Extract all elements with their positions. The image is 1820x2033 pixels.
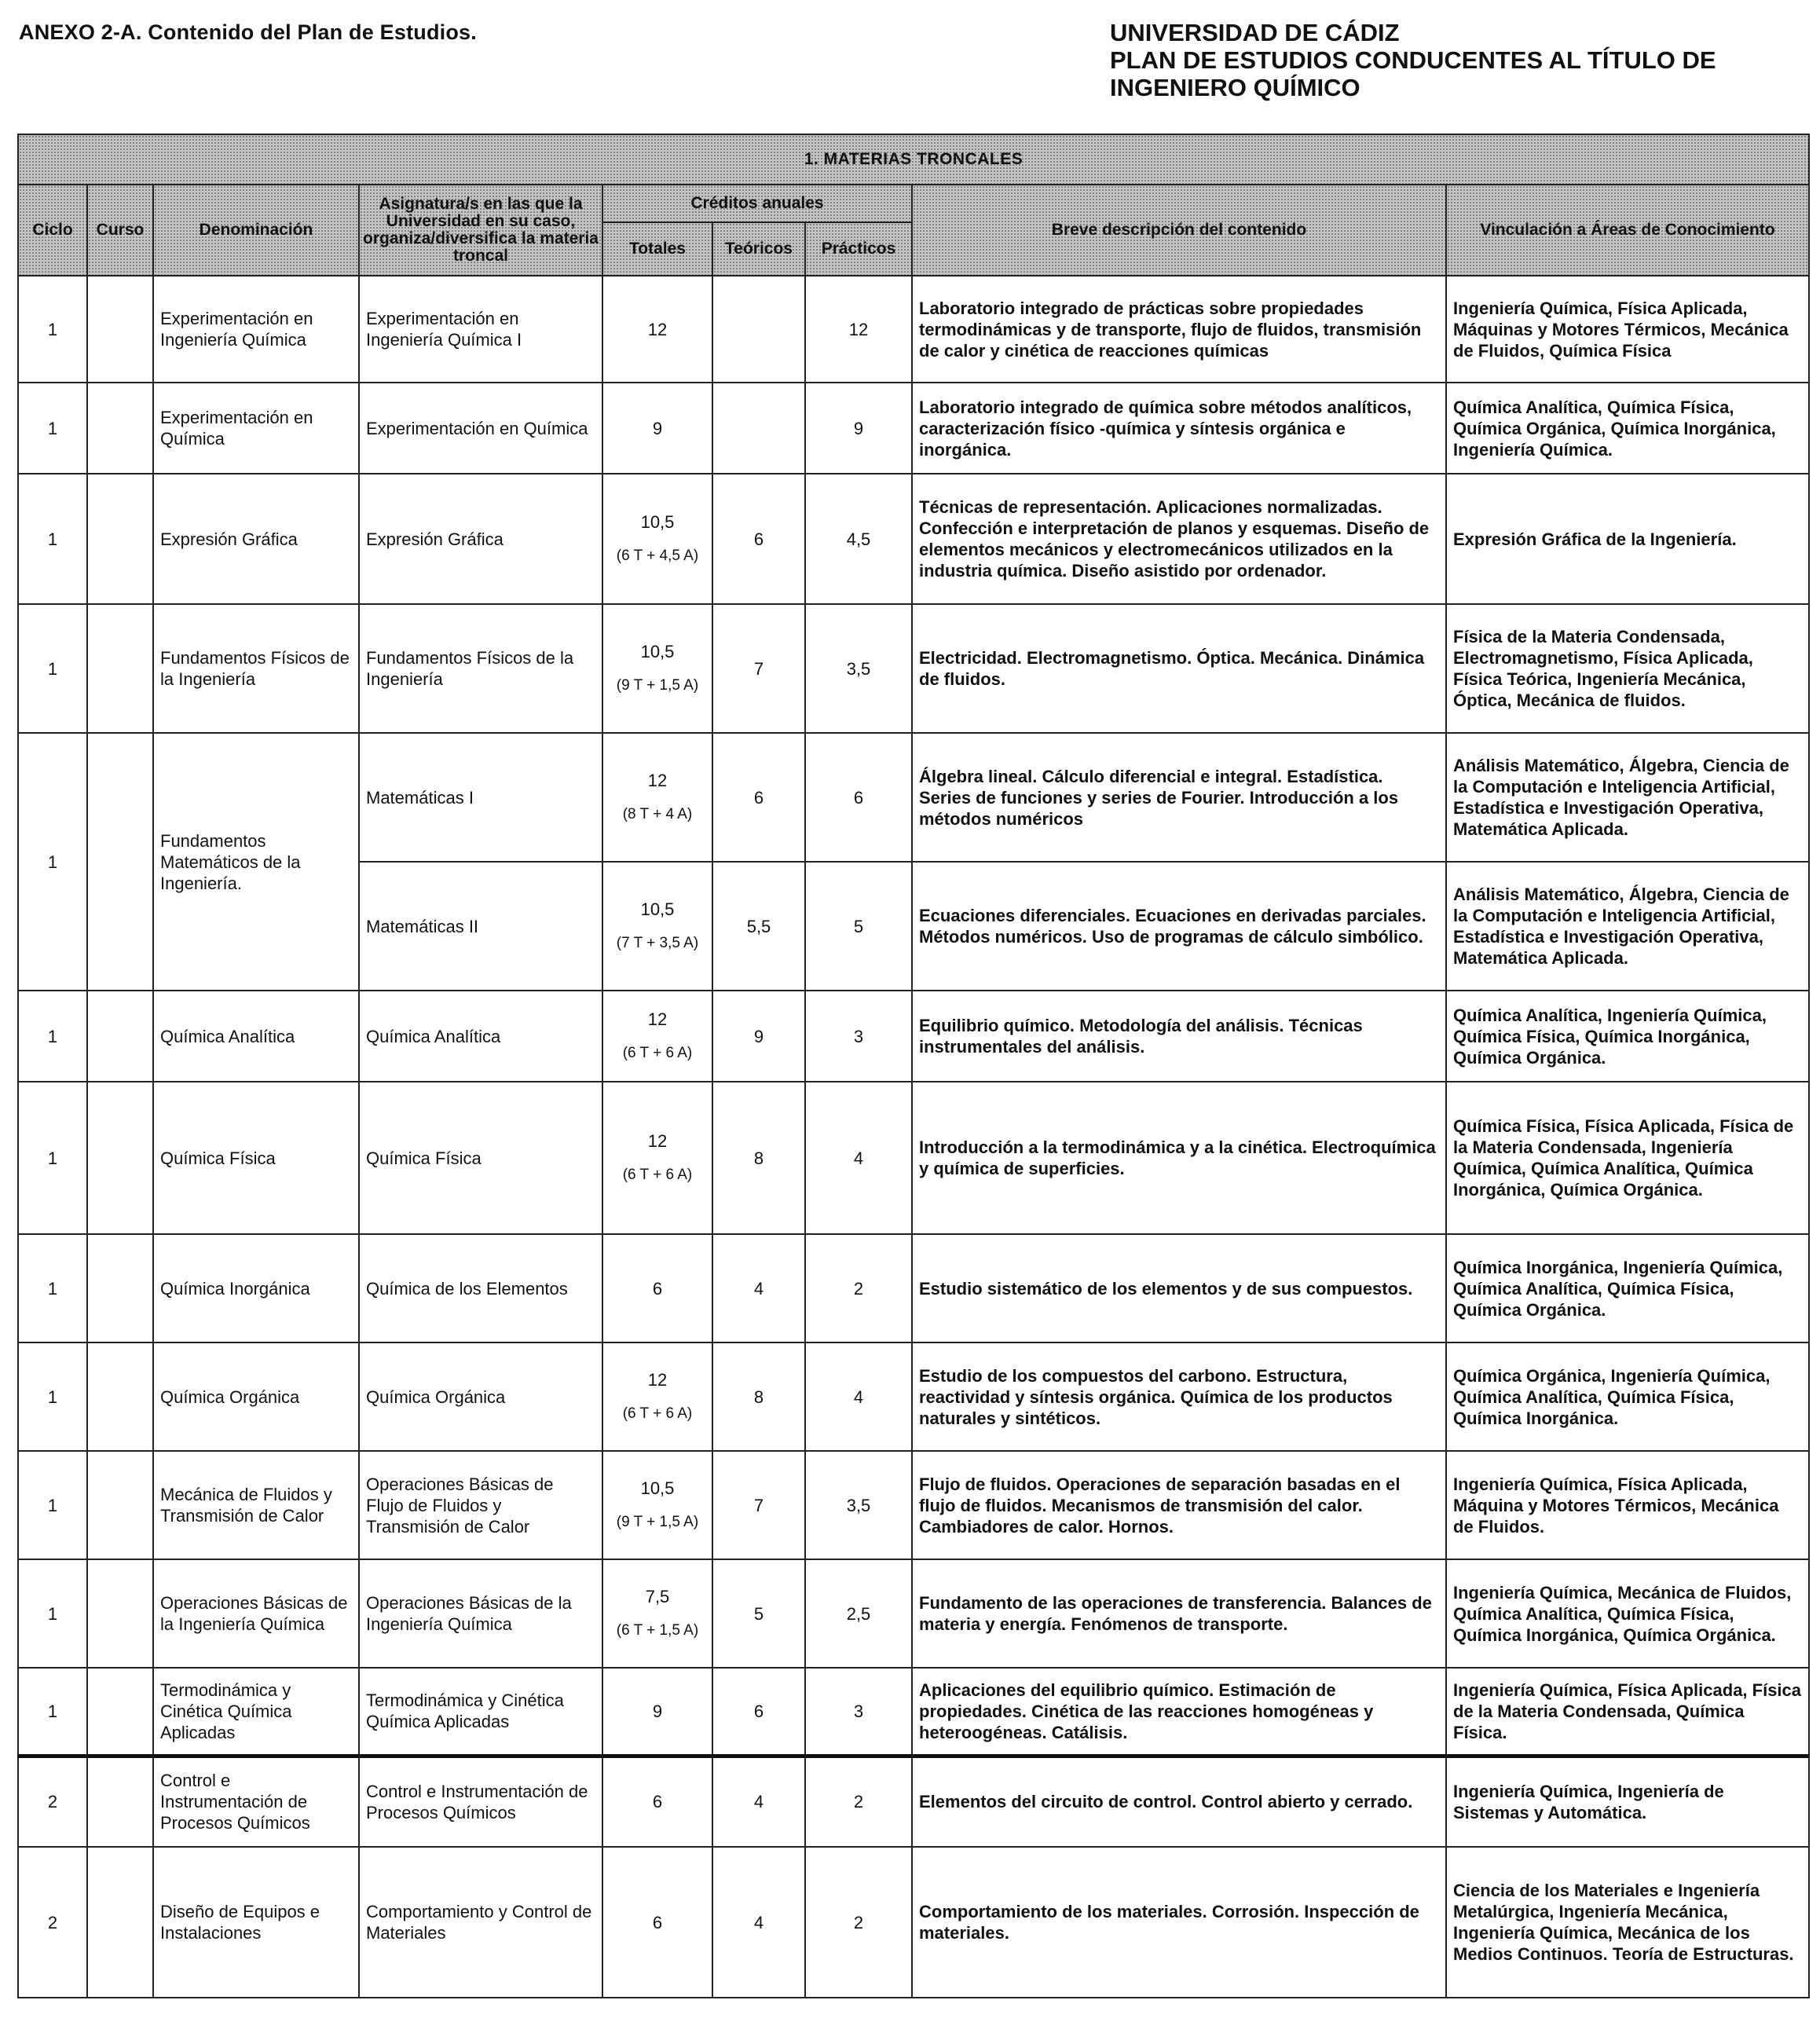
cell-descripcion: Técnicas de representación. Aplicaciones normalizadas. Confección e interpretación de planos y esquemas. Diseño de elementos mecánicos y electromecánicos utilizados en la industria química. Diseño asistido por ordenador. bbox=[912, 474, 1446, 604]
cell-totales bbox=[602, 991, 712, 1082]
cell-ciclo: 2 bbox=[18, 1847, 87, 1998]
cell-curso bbox=[87, 1668, 153, 1756]
cell-curso bbox=[87, 1451, 153, 1559]
cell-areas: Ingeniería Química, Física Aplicada, Física de la Materia Condensada, Química Física. bbox=[1446, 1668, 1809, 1756]
plan-title-line-2: INGENIERO QUÍMICO bbox=[1110, 74, 1360, 101]
cell-totales bbox=[602, 474, 712, 604]
col-header-totales: Totales bbox=[602, 222, 712, 276]
cell-asignatura: Experimentación en Química bbox=[359, 383, 602, 474]
col-header-asignaturas: Asignatura/s en las que la Universidad en su caso, organiza/diversifica la materia troncal bbox=[359, 185, 602, 276]
col-header-creditos: Créditos anuales bbox=[602, 185, 912, 222]
cell-ciclo: 1 bbox=[18, 991, 87, 1082]
cell-denominacion: Experimentación en Ingeniería Química bbox=[153, 276, 359, 383]
cell-areas: Química Analítica, Química Física, Química Orgánica, Química Inorgánica, Ingeniería Química. bbox=[1446, 383, 1809, 474]
cell-asignatura: Química Física bbox=[359, 1082, 602, 1234]
cell-teoricos: 9 bbox=[712, 991, 805, 1082]
cell-asignatura: Matemáticas I bbox=[359, 733, 602, 862]
cell-asignatura: Control e Instrumentación de Procesos Químicos bbox=[359, 1756, 602, 1847]
col-header-vinculacion: Vinculación a Áreas de Conocimiento bbox=[1446, 185, 1809, 276]
cell-descripcion: Equilibrio químico. Metodología del análisis. Técnicas instrumentales del análisis. bbox=[912, 991, 1446, 1082]
cell-ciclo: 1 bbox=[18, 1234, 87, 1343]
cell-denominacion: Operaciones Básicas de la Ingeniería Química bbox=[153, 1559, 359, 1668]
cell-descripcion: Flujo de fluidos. Operaciones de separación basadas en el flujo de fluidos. Mecanismos de transmisión del calor. Cambiadores de calor. Hornos. bbox=[912, 1451, 1446, 1559]
cell-practicos: 2 bbox=[805, 1234, 912, 1343]
totales-value: 9 bbox=[652, 1701, 663, 1721]
col-header-practicos: Prácticos bbox=[805, 222, 912, 276]
cell-practicos: 4 bbox=[805, 1082, 912, 1234]
cell-teoricos: 4 bbox=[712, 1234, 805, 1343]
totales-value: 7,5 bbox=[645, 1587, 670, 1606]
cell-descripcion: Álgebra lineal. Cálculo diferencial e integral. Estadística. Series de funciones y series de Fourier. Introducción a los métodos numéricos bbox=[912, 733, 1446, 862]
cell-practicos: 5 bbox=[805, 862, 912, 991]
cell-teoricos bbox=[712, 276, 805, 383]
cell-asignatura: Química Orgánica bbox=[359, 1343, 602, 1451]
cell-asignatura: Operaciones Básicas de Flujo de Fluidos y Transmisión de Calor bbox=[359, 1451, 602, 1559]
cell-curso bbox=[87, 991, 153, 1082]
cell-totales bbox=[602, 1451, 712, 1559]
cell-practicos: 4,5 bbox=[805, 474, 912, 604]
cell-practicos: 3 bbox=[805, 1668, 912, 1756]
table-row bbox=[18, 1451, 1809, 1559]
cell-asignatura: Experimentación en Ingeniería Química I bbox=[359, 276, 602, 383]
table-row bbox=[18, 1234, 1809, 1343]
cell-practicos: 2,5 bbox=[805, 1559, 912, 1668]
totales-breakdown: (6 T + 4,5 A) bbox=[616, 548, 699, 564]
cell-teoricos: 6 bbox=[712, 733, 805, 862]
cell-teoricos: 5,5 bbox=[712, 862, 805, 991]
cell-descripcion: Electricidad. Electromagnetismo. Óptica. Mecánica. Dinámica de fluidos. bbox=[912, 604, 1446, 733]
cell-areas: Química Analítica, Ingeniería Química, Química Física, Química Inorgánica, Química Orgánica. bbox=[1446, 991, 1809, 1082]
table-row bbox=[18, 1082, 1809, 1234]
table-row bbox=[18, 1559, 1809, 1668]
cell-descripcion: Laboratorio integrado de prácticas sobre propiedades termodinámicas y de transporte, flujo de fluidos, transmisión de calor y cinética de reacciones químicas bbox=[912, 276, 1446, 383]
table-row bbox=[18, 1847, 1809, 1998]
cell-ciclo: 1 bbox=[18, 1559, 87, 1668]
table-row bbox=[18, 474, 1809, 604]
cell-totales bbox=[602, 1668, 712, 1756]
cell-areas: Física de la Materia Condensada, Electromagnetismo, Física Aplicada, Física Teórica, Ingeniería Mecánica, Óptica, Mecánica de fluidos. bbox=[1446, 604, 1809, 733]
cell-descripcion: Aplicaciones del equilibrio químico. Estimación de propiedades. Cinética de las reacciones homogéneas y heteroogéneas. Catálisis. bbox=[912, 1668, 1446, 1756]
cell-curso bbox=[87, 1234, 153, 1343]
cell-areas: Ingeniería Química, Ingeniería de Sistemas y Automática. bbox=[1446, 1756, 1809, 1847]
cell-totales bbox=[602, 1756, 712, 1847]
totales-value: 6 bbox=[652, 1792, 663, 1812]
cell-curso bbox=[87, 1847, 153, 1998]
table-row bbox=[18, 1756, 1809, 1847]
cell-practicos: 9 bbox=[805, 383, 912, 474]
cell-denominacion: Diseño de Equipos e Instalaciones bbox=[153, 1847, 359, 1998]
col-header-descripcion: Breve descripción del contenido bbox=[912, 185, 1446, 276]
table-row bbox=[18, 276, 1809, 383]
cell-curso bbox=[87, 276, 153, 383]
col-header-curso: Curso bbox=[87, 185, 153, 276]
totales-value: 12 bbox=[647, 771, 668, 790]
cell-curso bbox=[87, 383, 153, 474]
plan-title-line-1: PLAN DE ESTUDIOS CONDUCENTES AL TÍTULO DE bbox=[1110, 46, 1716, 74]
cell-asignatura: Química Analítica bbox=[359, 991, 602, 1082]
cell-totales bbox=[602, 604, 712, 733]
annex-title: ANEXO 2-A. Contenido del Plan de Estudios. bbox=[19, 20, 477, 44]
cell-denominacion: Expresión Gráfica bbox=[153, 474, 359, 604]
cell-practicos: 2 bbox=[805, 1847, 912, 1998]
cell-asignatura: Operaciones Básicas de la Ingeniería Química bbox=[359, 1559, 602, 1668]
cell-descripcion: Comportamiento de los materiales. Corrosión. Inspección de materiales. bbox=[912, 1847, 1446, 1998]
cell-practicos: 2 bbox=[805, 1756, 912, 1847]
cell-areas: Química Inorgánica, Ingeniería Química, Química Analítica, Química Física, Química Orgánica. bbox=[1446, 1234, 1809, 1343]
totales-value: 10,5 bbox=[640, 642, 675, 661]
table-row bbox=[18, 1668, 1809, 1756]
cell-practicos: 3,5 bbox=[805, 604, 912, 733]
cell-descripcion: Introducción a la termodinámica y a la cinética. Electroquímica y química de superficies. bbox=[912, 1082, 1446, 1234]
cell-denominacion: Fundamentos Matemáticos de la Ingeniería. bbox=[153, 733, 359, 991]
cell-totales bbox=[602, 383, 712, 474]
table-row bbox=[18, 604, 1809, 733]
cell-ciclo: 1 bbox=[18, 276, 87, 383]
cell-areas: Ingeniería Química, Mecánica de Fluidos, Química Analítica, Química Física, Química Inorgánica, Química Orgánica. bbox=[1446, 1559, 1809, 1668]
cell-descripcion: Fundamento de las operaciones de transferencia. Balances de materia y energía. Fenómenos de transporte. bbox=[912, 1559, 1446, 1668]
cell-practicos: 6 bbox=[805, 733, 912, 862]
totales-value: 12 bbox=[647, 319, 668, 339]
cell-asignatura: Química de los Elementos bbox=[359, 1234, 602, 1343]
cell-areas: Expresión Gráfica de la Ingeniería. bbox=[1446, 474, 1809, 604]
cell-denominacion: Fundamentos Físicos de la Ingeniería bbox=[153, 604, 359, 733]
cell-teoricos: 6 bbox=[712, 1668, 805, 1756]
cell-teoricos: 8 bbox=[712, 1082, 805, 1234]
table-row bbox=[18, 1343, 1809, 1451]
totales-breakdown: (6 T + 6 A) bbox=[622, 1405, 693, 1422]
cell-denominacion: Química Orgánica bbox=[153, 1343, 359, 1451]
cell-totales bbox=[602, 1847, 712, 1998]
totales-value: 10,5 bbox=[640, 512, 675, 532]
cell-ciclo: 1 bbox=[18, 1082, 87, 1234]
cell-curso bbox=[87, 474, 153, 604]
cell-denominacion: Termodinámica y Cinética Química Aplicadas bbox=[153, 1668, 359, 1756]
cell-denominacion: Química Inorgánica bbox=[153, 1234, 359, 1343]
cell-areas: Química Orgánica, Ingeniería Química, Química Analítica, Química Física, Química Inorgánica. bbox=[1446, 1343, 1809, 1451]
cell-ciclo: 1 bbox=[18, 1343, 87, 1451]
cell-practicos: 4 bbox=[805, 1343, 912, 1451]
cell-asignatura: Expresión Gráfica bbox=[359, 474, 602, 604]
totales-breakdown: (6 T + 1,5 A) bbox=[616, 1622, 699, 1639]
cell-teoricos: 8 bbox=[712, 1343, 805, 1451]
totales-breakdown: (6 T + 6 A) bbox=[622, 1045, 693, 1061]
cell-ciclo: 1 bbox=[18, 474, 87, 604]
totales-value: 6 bbox=[652, 1912, 663, 1932]
university-name: UNIVERSIDAD DE CÁDIZ bbox=[1110, 19, 1400, 46]
totales-value: 10,5 bbox=[640, 1478, 675, 1498]
cell-areas: Ingeniería Química, Física Aplicada, Máquina y Motores Térmicos, Mecánica de Fluidos. bbox=[1446, 1451, 1809, 1559]
cell-asignatura: Matemáticas II bbox=[359, 862, 602, 991]
cell-areas: Ingeniería Química, Física Aplicada, Máquinas y Motores Térmicos, Mecánica de Fluidos, Química Física bbox=[1446, 276, 1809, 383]
cell-denominacion: Experimentación en Química bbox=[153, 383, 359, 474]
cell-descripcion: Estudio sistemático de los elementos y de sus compuestos. bbox=[912, 1234, 1446, 1343]
totales-value: 6 bbox=[652, 1278, 663, 1299]
cell-curso bbox=[87, 1756, 153, 1847]
cell-teoricos: 7 bbox=[712, 604, 805, 733]
cell-asignatura: Comportamiento y Control de Materiales bbox=[359, 1847, 602, 1998]
cell-teoricos: 7 bbox=[712, 1451, 805, 1559]
totales-value: 12 bbox=[647, 1131, 668, 1151]
section-title: 1. MATERIAS TRONCALES bbox=[18, 134, 1809, 185]
cell-denominacion: Química Analítica bbox=[153, 991, 359, 1082]
col-header-teoricos: Teóricos bbox=[712, 222, 805, 276]
cell-ciclo: 1 bbox=[18, 604, 87, 733]
cell-teoricos: 5 bbox=[712, 1559, 805, 1668]
cell-denominacion: Control e Instrumentación de Procesos Químicos bbox=[153, 1756, 359, 1847]
col-header-denominacion: Denominación bbox=[153, 185, 359, 276]
table-row bbox=[18, 733, 1809, 862]
col-header-ciclo: Ciclo bbox=[18, 185, 87, 276]
totales-breakdown: (8 T + 4 A) bbox=[622, 806, 693, 822]
cell-totales bbox=[602, 1343, 712, 1451]
cell-curso bbox=[87, 1559, 153, 1668]
cell-asignatura: Termodinámica y Cinética Química Aplicadas bbox=[359, 1668, 602, 1756]
totales-value: 12 bbox=[647, 1009, 668, 1029]
totales-breakdown: (9 T + 1,5 A) bbox=[616, 1514, 699, 1530]
university-header bbox=[1110, 19, 1716, 101]
cell-areas: Análisis Matemático, Álgebra, Ciencia de la Computación e Inteligencia Artificial, Estadística e Investigación Operativa, Matemática Aplicada. bbox=[1446, 733, 1809, 862]
totales-breakdown: (7 T + 3,5 A) bbox=[616, 935, 699, 951]
cell-descripcion: Estudio de los compuestos del carbono. Estructura, reactividad y síntesis orgánica. Química de los productos naturales y sintéticos. bbox=[912, 1343, 1446, 1451]
cell-descripcion: Elementos del circuito de control. Control abierto y cerrado. bbox=[912, 1756, 1446, 1847]
cell-denominacion: Mecánica de Fluidos y Transmisión de Calor bbox=[153, 1451, 359, 1559]
cell-curso bbox=[87, 1343, 153, 1451]
cell-teoricos: 4 bbox=[712, 1756, 805, 1847]
cell-areas: Análisis Matemático, Álgebra, Ciencia de la Computación e Inteligencia Artificial, Estadística e Investigación Operativa, Matemática Aplicada. bbox=[1446, 862, 1809, 991]
cell-ciclo: 1 bbox=[18, 1668, 87, 1756]
cell-practicos: 3,5 bbox=[805, 1451, 912, 1559]
totales-value: 10,5 bbox=[640, 899, 675, 919]
cell-asignatura: Fundamentos Físicos de la Ingeniería bbox=[359, 604, 602, 733]
totales-value: 12 bbox=[647, 1370, 668, 1390]
cell-curso bbox=[87, 1082, 153, 1234]
table-row bbox=[18, 991, 1809, 1082]
cell-totales bbox=[602, 1234, 712, 1343]
cell-curso bbox=[87, 733, 153, 991]
cell-teoricos bbox=[712, 383, 805, 474]
cell-totales bbox=[602, 862, 712, 991]
totales-breakdown: (6 T + 6 A) bbox=[622, 1167, 693, 1183]
cell-curso bbox=[87, 604, 153, 733]
cell-denominacion: Química Física bbox=[153, 1082, 359, 1234]
cell-teoricos: 6 bbox=[712, 474, 805, 604]
cell-totales bbox=[602, 1559, 712, 1668]
cell-descripcion: Ecuaciones diferenciales. Ecuaciones en derivadas parciales. Métodos numéricos. Uso de programas de cálculo simbólico. bbox=[912, 862, 1446, 991]
cell-teoricos: 4 bbox=[712, 1847, 805, 1998]
cell-ciclo: 1 bbox=[18, 383, 87, 474]
cell-areas: Ciencia de los Materiales e Ingeniería Metalúrgica, Ingeniería Mecánica, Ingeniería Química, Mecánica de los Medios Continuos. Teoría de Estructuras. bbox=[1446, 1847, 1809, 1998]
cell-totales bbox=[602, 276, 712, 383]
cell-areas: Química Física, Física Aplicada, Física de la Materia Condensada, Ingeniería Química, Química Analítica, Química Inorgánica, Química Orgánica. bbox=[1446, 1082, 1809, 1234]
cell-ciclo: 1 bbox=[18, 1451, 87, 1559]
totales-breakdown: (9 T + 1,5 A) bbox=[616, 677, 699, 694]
cell-practicos: 12 bbox=[805, 276, 912, 383]
cell-practicos: 3 bbox=[805, 991, 912, 1082]
totales-value: 9 bbox=[652, 418, 663, 438]
cell-totales bbox=[602, 1082, 712, 1234]
plan-table bbox=[17, 134, 1810, 1998]
table-row bbox=[18, 383, 1809, 474]
cell-descripcion: Laboratorio integrado de química sobre métodos analíticos, caracterización físico -química y síntesis orgánica e inorgánica. bbox=[912, 383, 1446, 474]
cell-ciclo: 1 bbox=[18, 733, 87, 991]
cell-totales bbox=[602, 733, 712, 862]
cell-ciclo: 2 bbox=[18, 1756, 87, 1847]
